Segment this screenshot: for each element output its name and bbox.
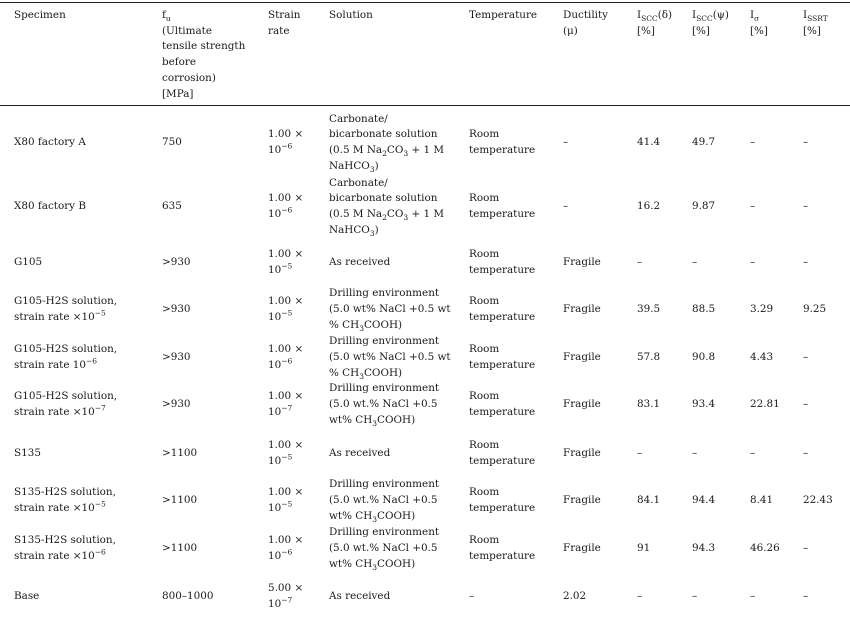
cell-fu: >1100	[162, 494, 198, 507]
cell-i-ssrt: –	[803, 447, 809, 460]
cell-iscc-psi: 88.5	[692, 303, 716, 316]
cell-ductility: Fragile	[563, 447, 601, 460]
cell-i-ssrt: –	[803, 200, 809, 213]
cell-ductility: Fragile	[563, 303, 601, 316]
cell-fu: 800–1000	[162, 590, 214, 603]
cell-fu: >1100	[162, 542, 198, 555]
cell-iscc-psi: –	[692, 256, 698, 269]
cell-fu: >930	[162, 303, 191, 316]
cell-i-ssrt: 22.43	[803, 494, 833, 507]
cell-solution: Drilling environment (5.0 wt.% NaCl +0.5 wt% $CH_3COOH$)	[329, 478, 440, 524]
cell-i-sigma: 22.81	[750, 398, 780, 411]
cell-temperature: Room temperature	[469, 343, 536, 371]
header-ductility: Ductility (μ)	[563, 9, 609, 37]
cell-iscc-delta: 39.5	[637, 303, 661, 316]
cell-i-sigma: –	[750, 200, 756, 213]
header-solution: Solution	[329, 9, 373, 21]
cell-strain: 1.00 × $10^{-6}$	[268, 128, 304, 156]
cell-iscc-delta: 57.8	[637, 351, 661, 364]
cell-temperature: Room temperature	[469, 486, 536, 514]
cell-fu: 750	[162, 136, 182, 149]
cell-iscc-psi: 93.4	[692, 398, 716, 411]
cell-i-sigma: –	[750, 590, 756, 603]
cell-temperature: Room temperature	[469, 295, 536, 323]
cell-fu: >930	[162, 351, 191, 364]
cell-i-ssrt: –	[803, 398, 809, 411]
header-strain: Strain rate	[268, 9, 301, 37]
cell-solution: Drilling environment (5.0 wt.% NaCl +0.5 wt% $CH_3COOH$)	[329, 526, 440, 572]
cell-strain: 1.00 × $10^{-6}$	[268, 192, 304, 220]
cell-temperature: Room temperature	[469, 128, 536, 156]
cell-iscc-psi: 49.7	[692, 136, 716, 149]
cell-i-sigma: –	[750, 447, 756, 460]
cell-i-ssrt: –	[803, 136, 809, 149]
cell-solution: As received	[329, 256, 391, 269]
cell-temperature: Room temperature	[469, 534, 536, 562]
cell-specimen: Base	[14, 590, 40, 603]
cell-fu: >930	[162, 398, 191, 411]
cell-iscc-delta: 84.1	[637, 494, 661, 507]
cell-i-sigma: –	[750, 136, 756, 149]
cell-solution: Carbonate/ bicarbonate solution (0.5 M $Na_2CO_3 + 1$ M NaHCO$_3$)	[329, 176, 445, 238]
cell-iscc-psi: 94.3	[692, 542, 716, 555]
cell-i-ssrt: –	[803, 542, 809, 555]
cell-i-sigma: –	[750, 256, 756, 269]
cell-fu: >1100	[162, 447, 198, 460]
cell-solution: Carbonate/ bicarbonate solution (0.5 M $Na_2CO_3 + 1$ M NaHCO$_3$)	[329, 112, 445, 174]
cell-iscc-delta: 83.1	[637, 398, 661, 411]
cell-strain: 1.00 × $10^{-6}$	[268, 343, 304, 371]
cell-solution: As received	[329, 590, 391, 603]
cell-iscc-delta: 91	[637, 542, 651, 555]
cell-ductility: –	[563, 136, 569, 149]
cell-iscc-psi: 94.4	[692, 494, 716, 507]
cell-temperature: –	[469, 590, 475, 603]
header-i-ssrt: $I_{SSRT}$ [%]	[803, 9, 828, 37]
cell-ductility: Fragile	[563, 494, 601, 507]
cell-i-ssrt: –	[803, 590, 809, 603]
cell-fu: 635	[162, 200, 182, 213]
cell-temperature: Room temperature	[469, 248, 536, 276]
cell-iscc-delta: –	[637, 447, 643, 460]
header-iscc-psi: $I_{SCC}(\psi)$ [%]	[692, 9, 729, 37]
cell-i-sigma: 8.41	[750, 494, 774, 507]
cell-strain: 1.00 × $10^{-5}$	[268, 248, 304, 276]
cell-solution: Drilling environment (5.0 wt.% NaCl +0.5 wt% $CH_3COOH$)	[329, 382, 440, 428]
cell-i-ssrt: 9.25	[803, 303, 827, 316]
cell-strain: 1.00 × $10^{-5}$	[268, 486, 304, 514]
cell-specimen: S135	[14, 447, 41, 460]
cell-specimen: G105-H2S solution, strain rate $10^{-6}$	[14, 343, 118, 371]
cell-iscc-psi: 90.8	[692, 351, 716, 364]
table-top-rule	[0, 2, 850, 3]
cell-ductility: –	[563, 200, 569, 213]
header-specimen: Specimen	[14, 9, 66, 21]
cell-iscc-delta: –	[637, 256, 643, 269]
cell-ductility: Fragile	[563, 256, 601, 269]
cell-solution: Drilling environment (5.0 wt% NaCl +0.5 wt % $CH_3COOH$)	[329, 287, 451, 333]
cell-specimen: S135-H2S solution, strain rate $\times 10^{-6}$	[14, 534, 116, 562]
cell-specimen: S135-H2S solution, strain rate $\times 10^{-5}$	[14, 486, 116, 514]
header-i-sigma: $I_\sigma$ [%]	[750, 9, 768, 37]
cell-ductility: Fragile	[563, 398, 601, 411]
cell-iscc-psi: 9.87	[692, 200, 716, 213]
cell-solution: Drilling environment (5.0 wt% NaCl +0.5 wt % $CH_3COOH$)	[329, 335, 451, 381]
cell-temperature: Room temperature	[469, 390, 536, 418]
cell-fu: >930	[162, 256, 191, 269]
header-temperature: Temperature	[469, 9, 538, 21]
cell-strain: 1.00 × $10^{-6}$	[268, 534, 304, 562]
cell-ductility: 2.02	[563, 590, 587, 603]
cell-specimen: X80 factory A	[14, 136, 86, 149]
cell-iscc-psi: –	[692, 590, 698, 603]
cell-i-sigma: 4.43	[750, 351, 774, 364]
table-header-rule	[0, 105, 850, 106]
cell-i-ssrt: –	[803, 256, 809, 269]
cell-specimen: G105-H2S solution, strain rate $\times 10^{-7}$	[14, 390, 118, 418]
cell-strain: 1.00 × $10^{-5}$	[268, 295, 304, 323]
cell-strain: 1.00 × $10^{-5}$	[268, 439, 304, 467]
cell-strain: 1.00 × $10^{-7}$	[268, 390, 304, 418]
cell-ductility: Fragile	[563, 542, 601, 555]
cell-i-ssrt: –	[803, 351, 809, 364]
cell-i-sigma: 46.26	[750, 542, 780, 555]
cell-temperature: Room temperature	[469, 192, 536, 220]
cell-specimen: G105-H2S solution, strain rate $\times 10^{-5}$	[14, 295, 118, 323]
cell-specimen: X80 factory B	[14, 200, 86, 213]
cell-solution: As received	[329, 447, 391, 460]
cell-iscc-delta: 41.4	[637, 136, 661, 149]
cell-strain: 5.00 × $10^{-7}$	[268, 582, 304, 610]
cell-iscc-delta: 16.2	[637, 200, 661, 213]
cell-iscc-psi: –	[692, 447, 698, 460]
cell-iscc-delta: –	[637, 590, 643, 603]
cell-i-sigma: 3.29	[750, 303, 774, 316]
header-fu: $f_u$ (Ultimate tensile strength before corrosion) [MPa]	[162, 9, 246, 100]
header-iscc-delta: $I_{SCC}(\delta)$ [%]	[637, 9, 673, 37]
cell-specimen: G105	[14, 256, 43, 269]
cell-temperature: Room temperature	[469, 439, 536, 467]
cell-ductility: Fragile	[563, 351, 601, 364]
